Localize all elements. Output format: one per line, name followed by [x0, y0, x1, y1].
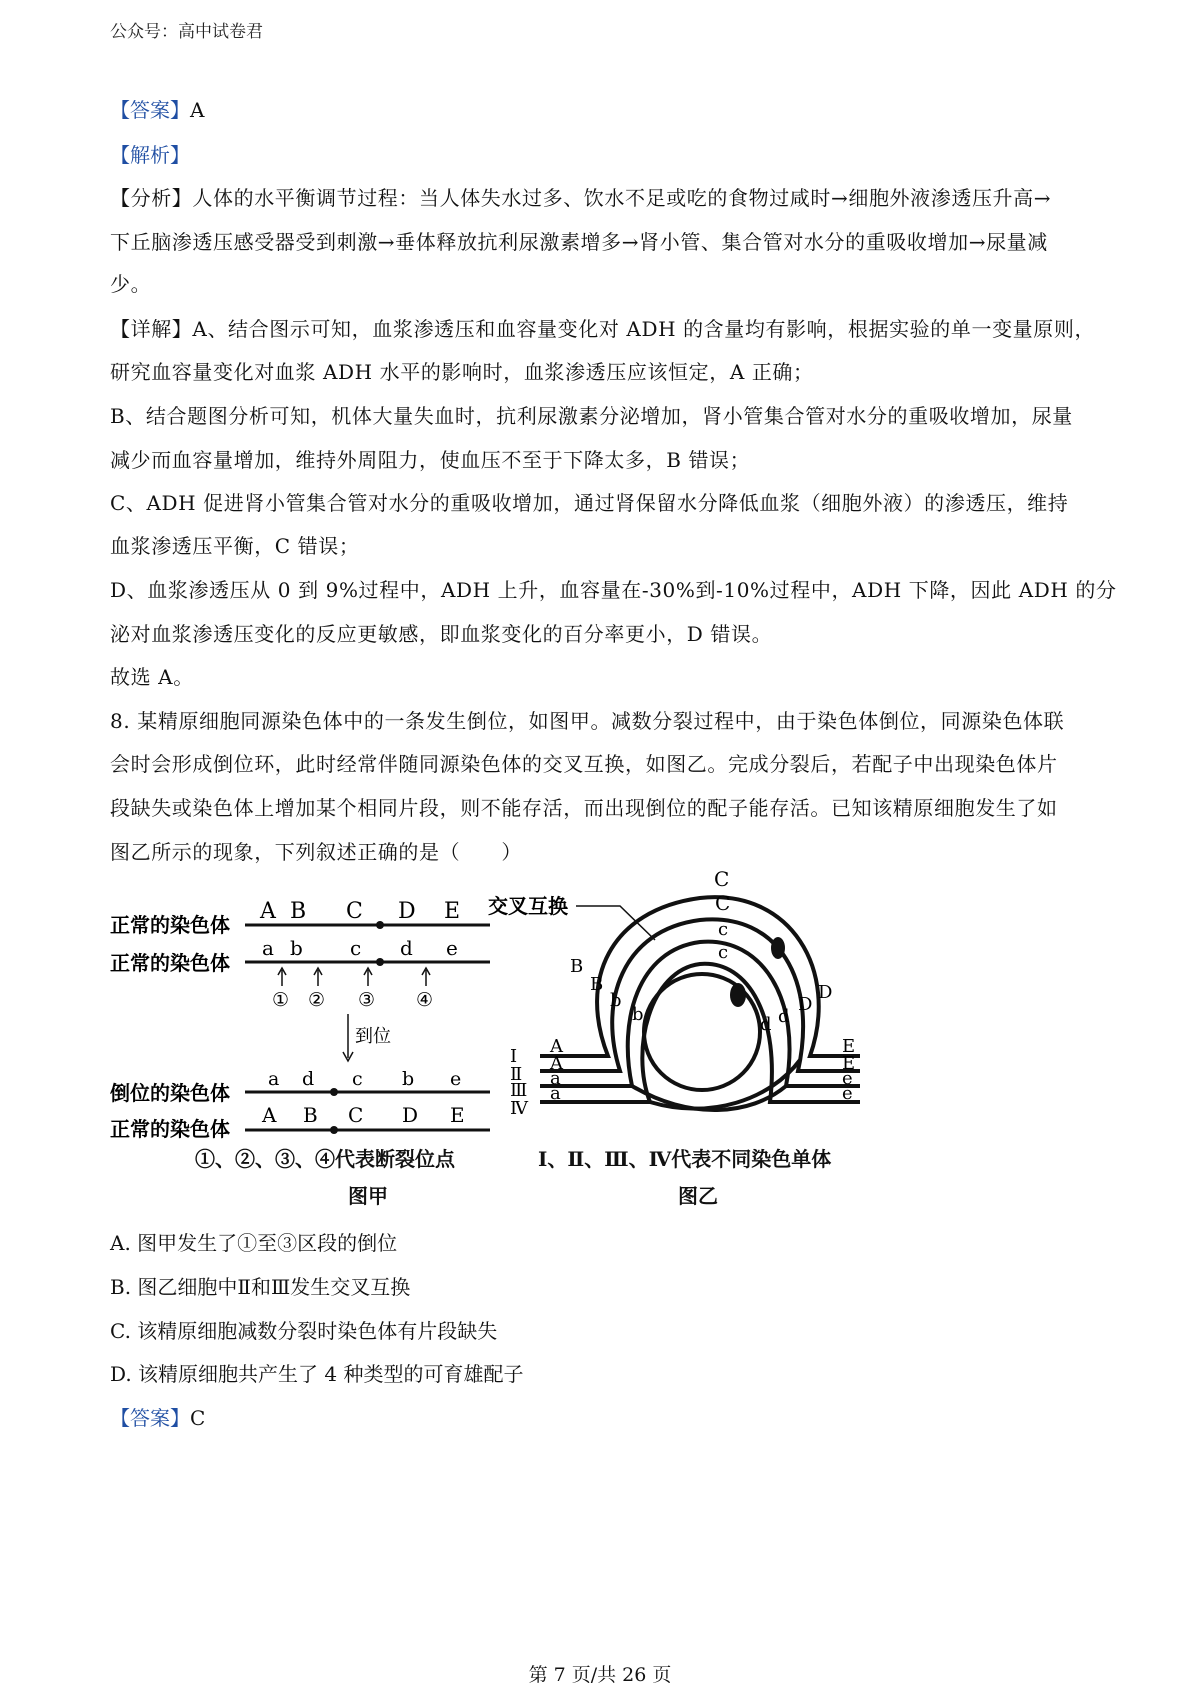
gene-label: a — [550, 1068, 561, 1089]
strand-label: Ⅳ — [510, 1098, 528, 1119]
gene-label: d — [302, 1068, 315, 1090]
breakpoint-arrows — [278, 968, 430, 986]
centromere — [376, 921, 384, 929]
gene-label: a — [550, 1083, 561, 1104]
figure-area — [110, 867, 890, 1141]
detail-line: 【详解】A、结合图示可知，血浆渗透压和血容量变化对 ADH 的含量均有影响，根据实验的单一变量原则， — [110, 317, 1096, 341]
gene-label: e — [842, 1083, 853, 1104]
figure-b — [488, 867, 860, 1119]
detail-line: C、ADH 促进肾小管集合管对水分的重吸收增加，通过肾保留水分降低血浆（细胞外液）的渗透压，维持 — [110, 491, 1069, 515]
gene-label: b — [632, 1004, 644, 1025]
gene-label: b — [610, 990, 622, 1011]
detail-line: B、结合题图分析可知，机体大量失血时，抗利尿激素分泌增加，肾小管集合管对水分的重吸收增加，尿量 — [110, 404, 1073, 428]
crossover-pointer — [576, 906, 655, 940]
detail-line: 故选 A。 — [110, 665, 194, 689]
gene-label: C — [715, 891, 731, 915]
centromere — [771, 937, 785, 959]
fig-a-row2-label: 正常的染色体 — [110, 951, 230, 975]
gene-label: d — [760, 1014, 772, 1035]
option-c: C. 该精原细胞减数分裂时染色体有片段缺失 — [110, 1319, 498, 1343]
gene-label: d — [778, 1006, 790, 1027]
gene-label: D — [398, 899, 416, 924]
detail-line: 血浆渗透压平衡，C 错误； — [110, 534, 360, 558]
centromere — [730, 983, 746, 1007]
gene-label: b — [290, 936, 303, 960]
fig-a-title: 图甲 — [348, 1184, 388, 1208]
page-header: 公众号：高中试卷君 — [110, 22, 263, 42]
strand-label: Ⅲ — [510, 1080, 528, 1101]
gene-label: A — [550, 1036, 563, 1057]
figure-a — [110, 899, 490, 1141]
answer-value: A — [190, 98, 205, 122]
detail-line: 减少而血容量增加，维持外周阻力，使血压不至于下降太多，B 错误； — [110, 448, 751, 472]
q7-answer-line — [110, 96, 204, 124]
fig-a-arrow-label: 到位 — [355, 1026, 391, 1047]
gene-label: C — [348, 1103, 364, 1127]
answer-tag: 【答案】 — [110, 1406, 190, 1430]
gene-label: b — [402, 1068, 415, 1090]
breakpoint-label: ④ — [416, 989, 434, 1011]
strand-label: Ⅰ — [510, 1046, 518, 1067]
gene-label: a — [268, 1068, 280, 1090]
answer-value: C — [190, 1406, 206, 1430]
gene-label: c — [352, 1068, 363, 1090]
gene-label: D — [798, 994, 813, 1015]
gene-label: E — [842, 1053, 856, 1074]
gene-label: e — [450, 1068, 462, 1090]
option-a: A. 图甲发生了①至③区段的倒位 — [110, 1231, 398, 1255]
gene-label: A — [550, 1053, 563, 1074]
fig-a-row4-label: 正常的染色体 — [110, 1117, 230, 1141]
gene-label: A — [260, 899, 276, 924]
q8-stem-line: 8. 某精原细胞同源染色体中的一条发生倒位，如图甲。减数分裂过程中，由于染色体倒位，同源染色体联 — [110, 709, 1065, 733]
gene-label: B — [590, 974, 604, 995]
answer-tag: 【答案】 — [110, 98, 190, 122]
page-footer: 第 7 页/共 26 页 — [528, 1664, 672, 1686]
gene-label: E — [444, 899, 461, 924]
q8-stem-line: 段缺失或染色体上增加某个相同片段，则不能存活，而出现倒位的配子能存活。已知该精原细胞发生了如 — [110, 796, 1058, 820]
breakpoint-label: ③ — [358, 989, 376, 1011]
gene-label: C — [346, 899, 363, 924]
detail-line: D、血浆渗透压从 0 到 9%过程中，ADH 上升，血容量在-30%到-10%过程中，ADH 下降，因此 ADH 的分 — [110, 578, 1117, 602]
q8-stem-line: 会时会形成倒位环，此时经常伴随同源染色体的交叉互换，如图乙。完成分裂后，若配子中出现染色体片 — [110, 752, 1058, 776]
gene-label: D — [818, 982, 833, 1003]
detail-line: 泌对血浆渗透压变化的反应更敏感，即血浆变化的百分率更小，D 错误。 — [110, 622, 773, 646]
gene-label: B — [303, 1103, 318, 1127]
gene-label: E — [450, 1103, 465, 1127]
gene-label: E — [842, 1036, 856, 1057]
strand-label: Ⅱ — [510, 1064, 523, 1085]
gene-label: a — [262, 936, 274, 960]
gene-label: c — [718, 919, 729, 940]
fig-b-title: 图乙 — [678, 1184, 718, 1208]
centromere — [330, 1088, 338, 1096]
gene-label: c — [718, 942, 729, 963]
option-d: D. 该精原细胞共产生了 4 种类型的可育雄配子 — [110, 1362, 524, 1386]
gene-label: c — [350, 936, 362, 960]
gene-label: D — [402, 1103, 419, 1127]
breakpoint-label: ① — [272, 989, 290, 1011]
analysis-tag: 【解析】 — [110, 143, 190, 167]
fig-a-caption: ①、②、③、④代表断裂位点 — [195, 1147, 455, 1171]
gene-label: C — [714, 867, 730, 891]
gene-label: A — [262, 1103, 277, 1127]
gene-label: d — [400, 936, 413, 960]
option-b: B. 图乙细胞中Ⅱ和Ⅲ发生交叉互换 — [110, 1275, 411, 1299]
fig-b-caption: Ⅰ、Ⅱ、Ⅲ、Ⅳ代表不同染色单体 — [538, 1147, 832, 1171]
centromere — [376, 958, 384, 966]
fig-a-row1-label: 正常的染色体 — [110, 913, 230, 937]
centromere — [330, 1126, 338, 1134]
gene-label: e — [446, 936, 458, 960]
detail-line: 研究血容量变化对血浆 ADH 水平的影响时，血浆渗透压应该恒定，A 正确； — [110, 360, 814, 384]
breakpoint-label: ② — [308, 989, 326, 1011]
analysis-line: 【分析】人体的水平衡调节过程：当人体失水过多、饮水不足或吃的食物过咸时→细胞外液渗透压升高→ — [110, 186, 1052, 210]
analysis-line: 下丘脑渗透压感受器受到刺激→垂体释放抗利尿激素增多→肾小管、集合管对水分的重吸收增加→尿量减 — [110, 230, 1048, 254]
analysis-line: 少。 — [110, 272, 152, 296]
q8-answer-line — [110, 1404, 205, 1432]
q8-stem-line: 图乙所示的现象，下列叙述正确的是（ ） — [110, 840, 522, 864]
fig-b-crossover-label: 交叉互换 — [488, 894, 568, 918]
fig-a-row3-label: 倒位的染色体 — [110, 1081, 230, 1105]
gene-label: e — [842, 1068, 853, 1089]
gene-label: B — [290, 899, 307, 924]
gene-label: B — [570, 956, 584, 977]
